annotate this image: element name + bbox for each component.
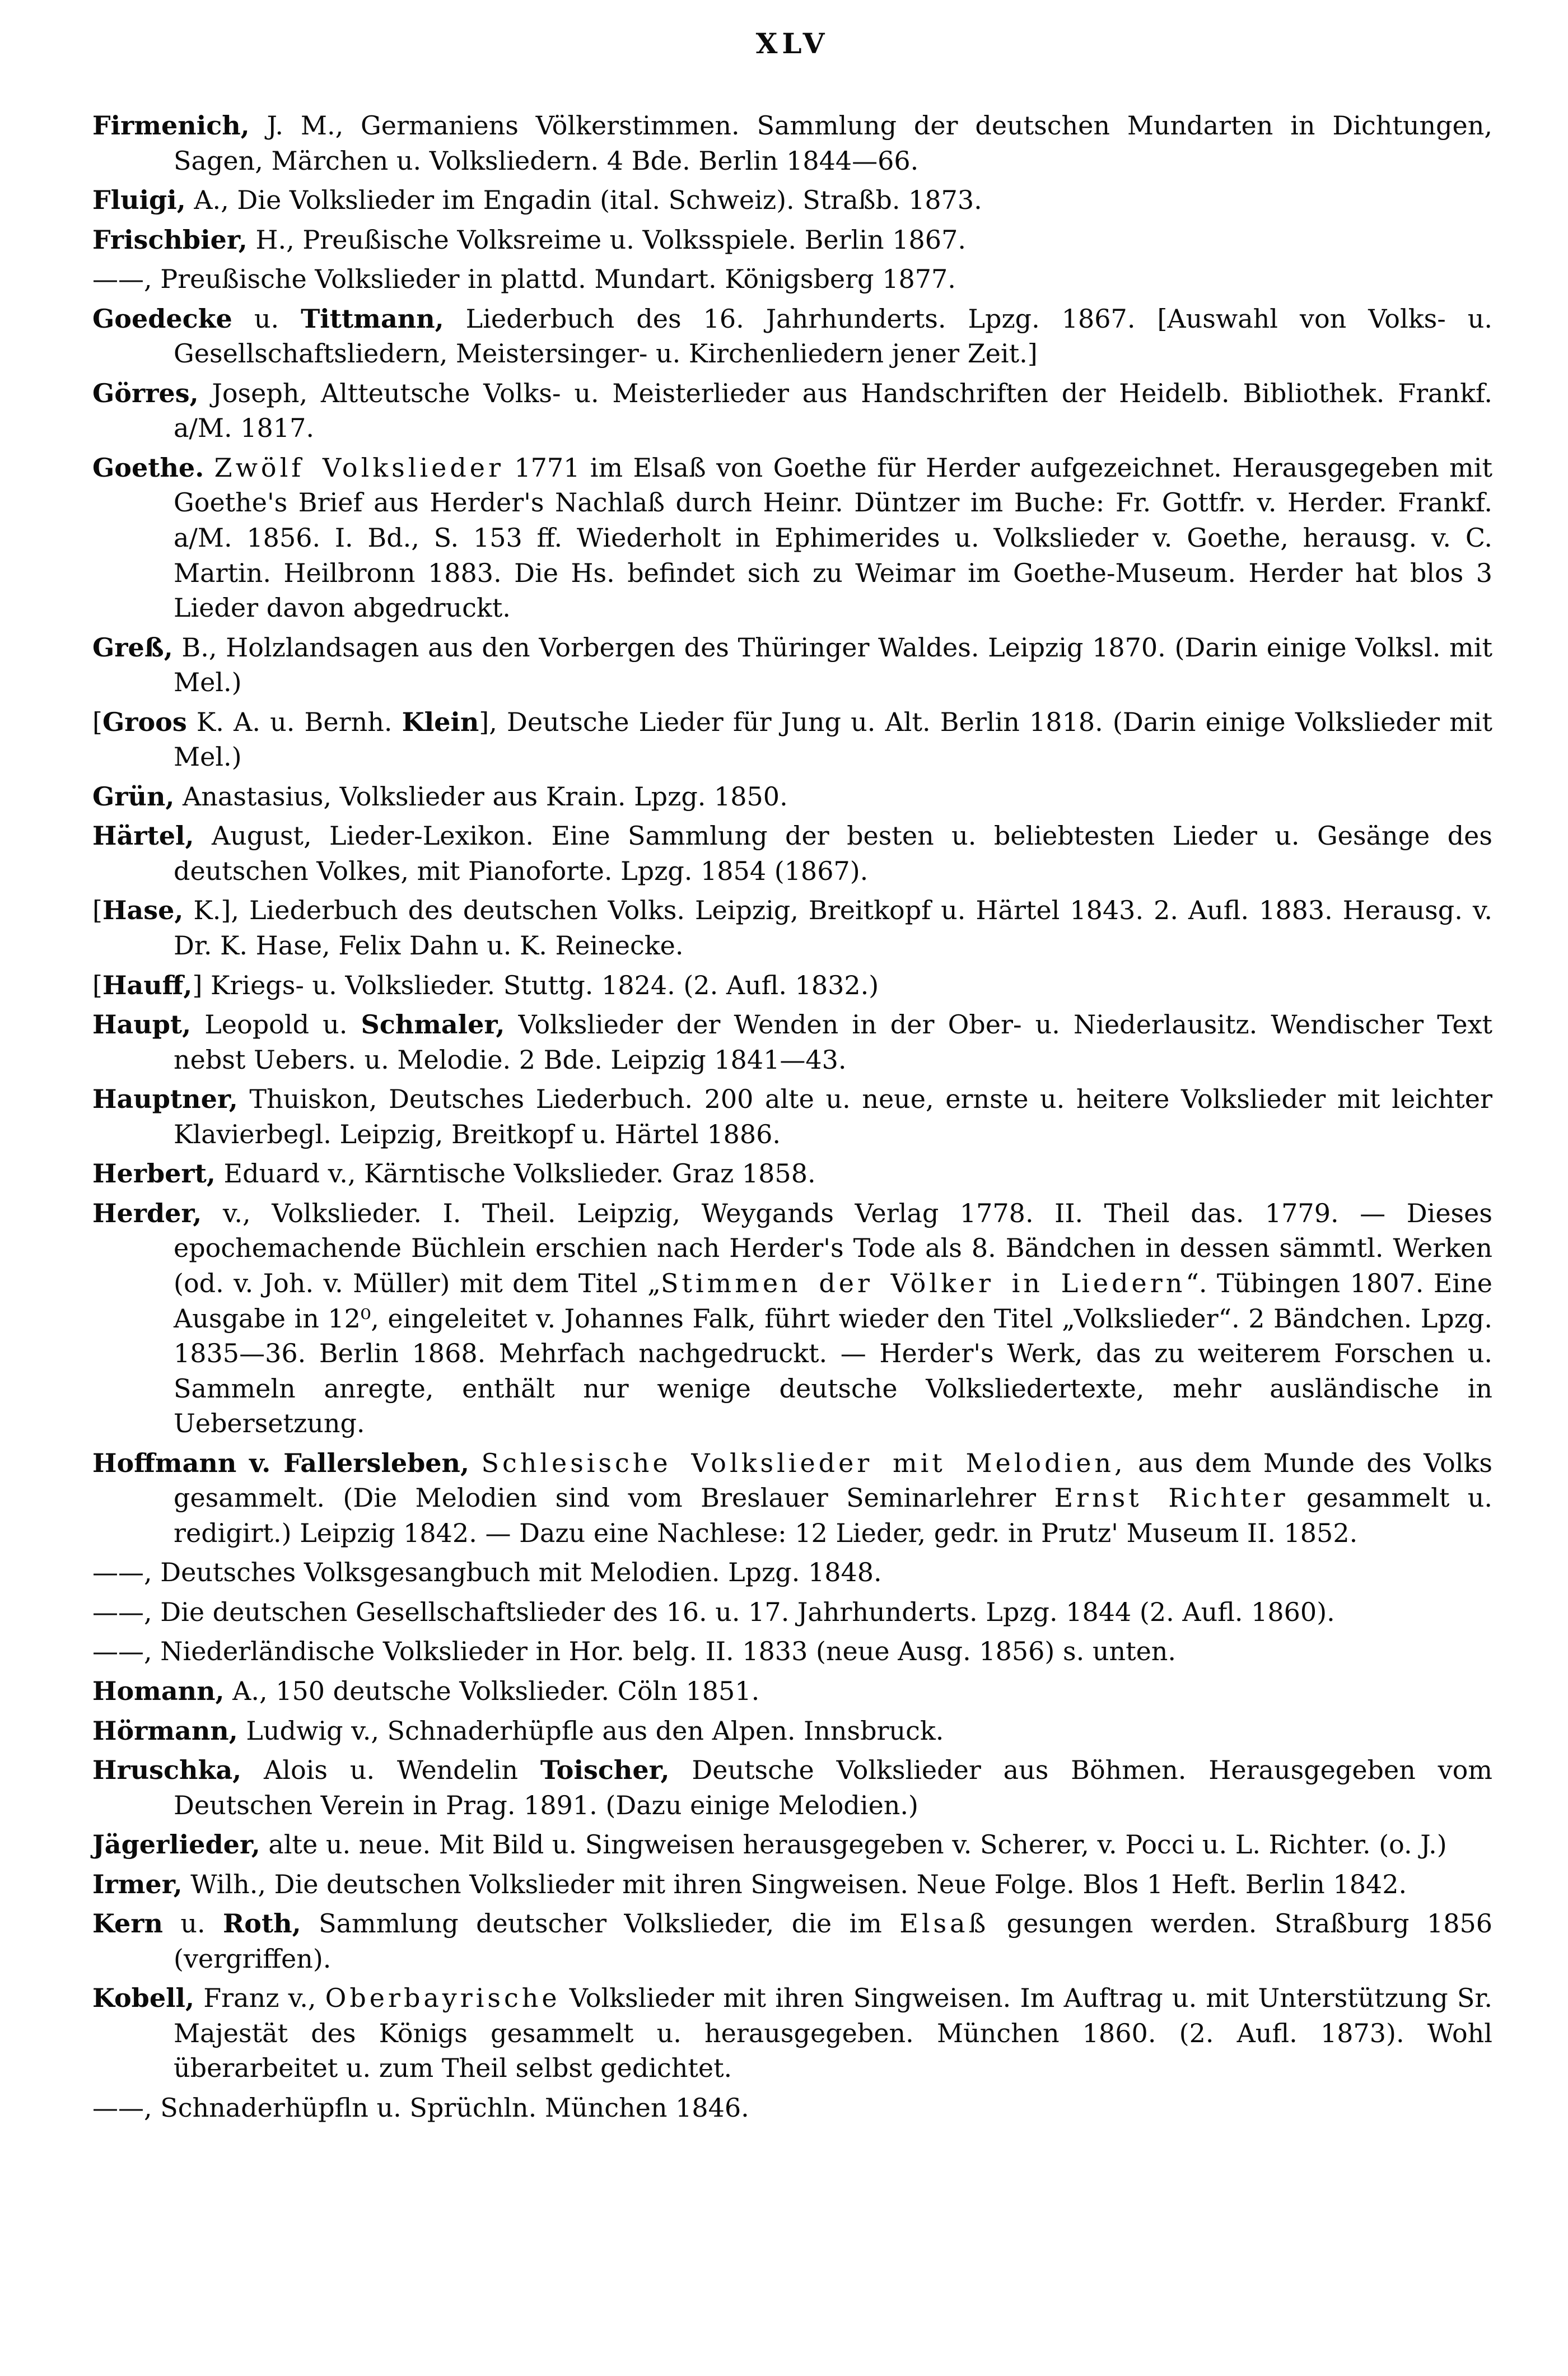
entry-text: Deutsche Volkslieder aus Böhmen. Herausgegeben vom Deutschen Verein in Prag. 1891. (Dazu einige Melodien.): [174, 1755, 1492, 1820]
entry-headword: Görres,: [92, 378, 199, 408]
bibliography-entry: [92, 1007, 1492, 1077]
entry-headword: Hauff,: [102, 970, 193, 1000]
bibliography-list: [92, 108, 1492, 2126]
bibliography-entry: [92, 1674, 1492, 1709]
bibliography-entry: [92, 1156, 1492, 1191]
bibliography-entry: [92, 893, 1492, 963]
entry-text: ——, Niederländische Volkslieder in Hor. belg. II. 1833 (neue Ausg. 1856) s. unten.: [92, 1636, 1177, 1667]
bibliography-entry: [92, 222, 1492, 258]
bibliography-entry: [92, 376, 1492, 446]
entry-text: Volkslieder der Wenden in der Ober- u. Niederlausitz. Wendischer Text nebst Uebers. u. Melodie. 2 Bde. Leipzig 1841—43.: [174, 1009, 1492, 1075]
bibliography-entry: [92, 2090, 1492, 2126]
bibliography-entry: [92, 1196, 1492, 1441]
entry-headword: Homann,: [92, 1675, 225, 1706]
entry-headword: Grün,: [92, 781, 175, 812]
bibliography-entry: [92, 1555, 1492, 1590]
entry-headword: Firmenich,: [92, 110, 250, 141]
entry-spaced-title: Oberbayrische: [325, 1983, 561, 2014]
entry-headword: Herbert,: [92, 1158, 216, 1189]
entry-headword: Herder,: [92, 1198, 202, 1228]
bibliography-entry: [92, 1713, 1492, 1749]
entry-text: Leopold u.: [191, 1009, 361, 1040]
bibliography-entry: [92, 779, 1492, 814]
entry-text: aus dem Munde des Volks gesammelt. (Die Melodien sind vom Breslauer Seminarlehrer: [174, 1447, 1493, 1513]
entry-headword: Frischbier,: [92, 224, 248, 255]
entry-text: Sammlung deutscher Volkslieder, die im: [301, 1908, 900, 1939]
entry-headword: Haupt,: [92, 1009, 192, 1040]
entry-headword: Goethe.: [92, 452, 204, 483]
entry-spaced-title: Elsaß: [899, 1908, 990, 1939]
entry-headword: Tittmann,: [301, 303, 444, 334]
entry-text: A., Die Volkslieder im Engadin (ital. Schweiz). Straßb. 1873.: [185, 185, 982, 216]
bibliography-entry: [92, 1082, 1492, 1152]
entry-headword: Greß,: [92, 632, 173, 663]
entry-text: [: [92, 970, 102, 1000]
entry-text: ], Deutsche Lieder für Jung u. Alt. Berlin 1818. (Darin einige Volkslieder mit Mel.): [174, 706, 1493, 772]
bibliography-entry: [92, 262, 1492, 297]
entry-text: [: [92, 706, 102, 737]
entry-spaced-title: Stimmen der Völker in Liedern: [660, 1268, 1186, 1298]
bibliography-entry: [92, 1595, 1492, 1630]
entry-text: Liederbuch des 16. Jahrhunderts. Lpzg. 1867. [Auswahl von Volks- u. Gesellschaftsliedern, Meistersinger- u. Kirchenliedern jener Zeit.]: [174, 303, 1492, 369]
entry-text: ] Kriegs- u. Volkslieder. Stuttg. 1824. (2. Aufl. 1832.): [192, 970, 879, 1000]
entry-headword: Schmaler,: [361, 1009, 505, 1040]
entry-text: Wilh., Die deutschen Volkslieder mit ihren Singweisen. Neue Folge. Blos 1 Heft. Berlin 1842.: [182, 1869, 1407, 1899]
entry-text: gesammelt u. redigirt.) Leipzig 1842. — Dazu eine Nachlese: 12 Lieder, gedr. in Prutz' Museum II. 1852.: [174, 1483, 1492, 1548]
bibliography-entry: [92, 630, 1492, 700]
entry-text: gesungen werden. Straßburg 1856 (vergriffen).: [174, 1908, 1492, 1974]
entry-text: ——, Schnaderhüpfln u. Sprüchln. München 1846.: [92, 2092, 749, 2123]
entry-text: B., Holzlandsagen aus den Vorbergen des Thüringer Waldes. Leipzig 1870. (Darin einige Volksl. mit Mel.): [172, 632, 1492, 698]
bibliography-entry: [92, 1867, 1492, 1902]
entry-spaced-title: Ernst Richter: [1054, 1483, 1289, 1513]
entry-text: Volkslieder mit ihren Singweisen. Im Auftrag u. mit Unterstützung Sr. Majestät des Königs gesammelt u. herausgegeben. München 1860. (2. Aufl. 1873). Wohl überarbeitet u. zum Theil selbst gedichtet.: [174, 1983, 1492, 2084]
entry-text: August, Lieder-Lexikon. Eine Sammlung der besten u. beliebtesten Lieder u. Gesänge des deutschen Volkes, mit Pianoforte. Lpzg. 1854 (1867).: [174, 821, 1492, 886]
bibliography-entry: [92, 108, 1492, 178]
entry-text: Joseph, Altteutsche Volks- u. Meisterlieder aus Handschriften der Heidelb. Bibliothek. Frankf. a/M. 1817.: [174, 378, 1492, 444]
entry-text: u.: [232, 303, 301, 334]
entry-text: K.], Liederbuch des deutschen Volks. Leipzig, Breitkopf u. Härtel 1843. 2. Aufl. 1883. Herausg. v. Dr. K. Hase, Felix Dahn u. K. Reinecke.: [174, 895, 1492, 961]
entry-text: Eduard v., Kärntische Volkslieder. Graz 1858.: [215, 1158, 816, 1189]
entry-text: v., Volkslieder. I. Theil. Leipzig, Weygands Verlag 1778. II. Theil das. 1779. — Dieses epochemachende Büchlein erschien nach Herder's Tode als 8. Bändchen in dessen sämmtl. Werken (od. v. Joh. v. Müller) mit dem Titel „: [174, 1198, 1492, 1298]
bibliography-entry: [92, 1827, 1492, 1862]
entry-headword: Toischer,: [540, 1755, 670, 1786]
entry-text: J. M., Germaniens Völkerstimmen. Sammlung der deutschen Mundarten in Dichtungen, Sagen, Märchen u. Volksliedern. 4 Bde. Berlin 1844—66.: [174, 110, 1492, 176]
entry-headword: Klein: [402, 706, 479, 737]
entry-text: ——, Preußische Volkslieder in plattd. Mundart. Königsberg 1877.: [92, 264, 956, 295]
entry-headword: Kern: [92, 1908, 163, 1939]
entry-text: ——, Die deutschen Gesellschaftslieder des 16. u. 17. Jahrhunderts. Lpzg. 1844 (2. Aufl. 1860).: [92, 1596, 1335, 1627]
entry-text: Alois u. Wendelin: [241, 1755, 540, 1786]
entry-headword: Hruschka,: [92, 1755, 242, 1786]
entry-text: Ludwig v., Schnaderhüpfle aus den Alpen. Innsbruck.: [237, 1715, 944, 1746]
entry-text: Anastasius, Volkslieder aus Krain. Lpzg. 1850.: [174, 781, 788, 812]
entry-text: [204, 453, 214, 483]
entry-headword: Hase,: [102, 895, 184, 926]
entry-text: ——, Deutsches Volksgesangbuch mit Melodien. Lpzg. 1848.: [92, 1557, 882, 1588]
entry-headword: Goedecke: [92, 303, 232, 334]
bibliography-entry: [92, 1981, 1492, 2086]
entry-headword: Hoffmann v. Fallersleben,: [92, 1447, 469, 1478]
page-number: XLV: [755, 27, 829, 60]
entry-text: A., 150 deutsche Volkslieder. Cöln 1851.: [224, 1675, 760, 1706]
bibliography-entry: [92, 705, 1492, 775]
entry-headword: Kobell,: [92, 1983, 195, 2014]
bibliography-entry: [92, 1906, 1492, 1976]
entry-text: [: [92, 895, 102, 926]
entry-headword: Groos: [102, 706, 187, 737]
bibliography-entry: [92, 968, 1492, 1003]
entry-spaced-title: Schlesische Volkslieder mit Melodien,: [481, 1447, 1126, 1478]
entry-headword: Fluigi,: [92, 185, 186, 216]
entry-text: Franz v.,: [194, 1983, 325, 2014]
entry-text: u.: [162, 1908, 223, 1939]
entry-text: Thuiskon, Deutsches Liederbuch. 200 alte u. neue, ernste u. heitere Volkslieder mit leichter Klavierbegl. Leipzig, Breitkopf u. Härtel 1886.: [174, 1084, 1492, 1149]
entry-headword: Härtel,: [92, 821, 194, 851]
entry-headword: Roth,: [223, 1908, 301, 1939]
entry-text: alte u. neue. Mit Bild u. Singweisen herausgegeben v. Scherer, v. Pocci u. L. Richter. (o. J.): [260, 1829, 1447, 1860]
bibliography-entry: [92, 450, 1492, 626]
bibliography-entry: [92, 1634, 1492, 1669]
bibliography-entry: [92, 1446, 1492, 1551]
entry-headword: Irmer,: [92, 1869, 183, 1899]
entry-spaced-title: Zwölf Volkslieder: [214, 452, 504, 483]
entry-text: K. A. u. Bernh.: [186, 706, 402, 737]
bibliography-entry: [92, 183, 1492, 218]
entry-headword: Hörmann,: [92, 1715, 238, 1746]
entry-headword: Hauptner,: [92, 1084, 238, 1115]
bibliography-entry: [92, 301, 1492, 371]
bibliography-entry: [92, 1753, 1492, 1823]
bibliography-entry: [92, 818, 1492, 888]
entry-text: “. Tübingen 1807. Eine Ausgabe in 12⁰, eingeleitet v. Johannes Falk, führt wieder den Titel „Volkslieder“. 2 Bändchen. Lpzg. 1835—36. Berlin 1868. Mehrfach nachgedruckt. — Herder's Werk, das zu weiterem Forschen u. Sammeln anregte, enthält nur wenige deutsche Volksliedertexte, mehr ausländische in Uebersetzung.: [174, 1268, 1492, 1439]
entry-text: H., Preußische Volksreime u. Volksspiele. Berlin 1867.: [247, 224, 966, 255]
entry-text: [469, 1448, 481, 1478]
entry-text: 1771 im Elsaß von Goethe für Herder aufgezeichnet. Herausgegeben mit Goethe's Brief aus Herder's Nachlaß durch Heinr. Düntzer im Buche: Fr. Gottfr. v. Herder. Frankf. a/M. 1856. I. Bd., S. 153 ff. Wiederholt in Ephimerides u. Volkslieder v. Goethe, herausg. v. C. Martin. Heilbronn 1883. Die Hs. befindet sich zu Weimar im Goethe-Museum. Herder hat blos 3 Lieder davon abgedruckt.: [174, 452, 1492, 623]
entry-headword: Jägerlieder,: [92, 1829, 260, 1860]
